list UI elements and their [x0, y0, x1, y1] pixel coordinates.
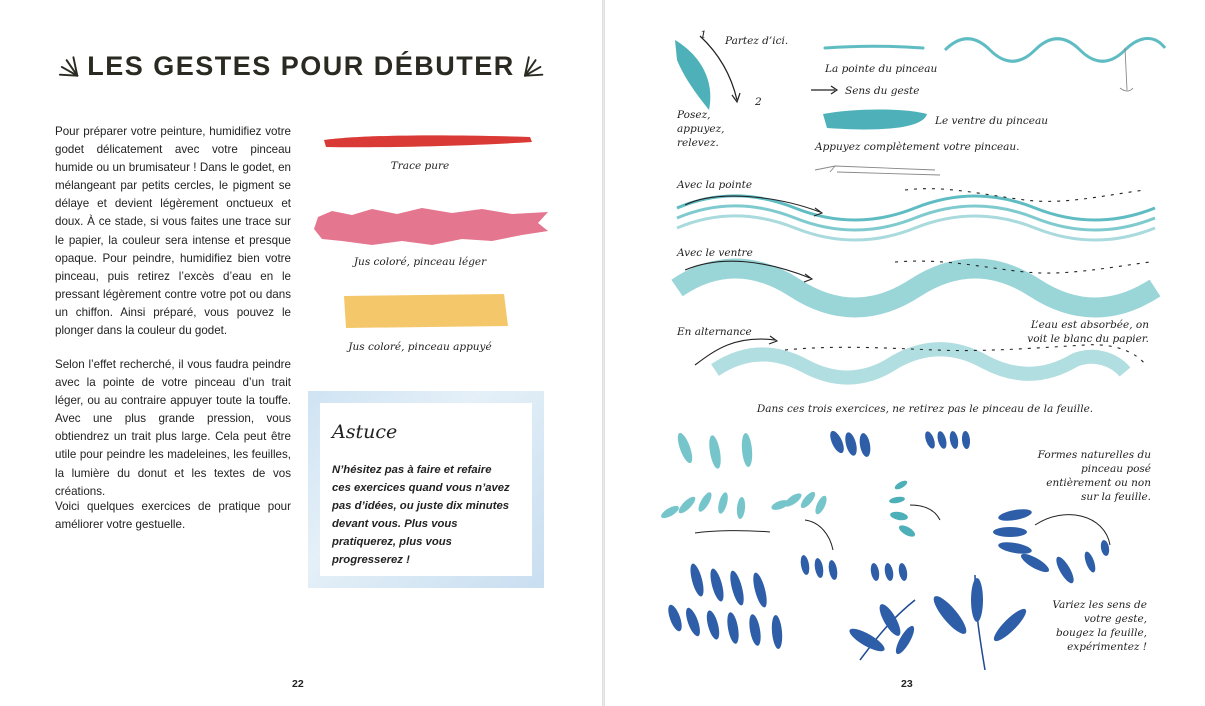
teal-arc: [889, 479, 917, 539]
right-page: [605, 0, 1205, 706]
page-number-left: 22: [292, 678, 304, 690]
blue-fan-right: [993, 507, 1110, 585]
page-title: LES GESTES POUR DÉBUTER: [87, 50, 515, 81]
page-number-right: 23: [901, 678, 913, 690]
swatch-jus-appuye: [340, 292, 510, 330]
label-num-1: 1: [700, 29, 707, 41]
label-partez: Partez d’ici.: [725, 35, 789, 47]
astuce-inner: [320, 403, 532, 576]
label-sens-geste: Sens du geste: [845, 85, 920, 97]
label-num-2: 2: [755, 96, 762, 108]
pointe-wave: [945, 38, 1165, 61]
sun-rays-right-icon: [523, 54, 546, 78]
sun-rays-left-icon: [56, 54, 79, 78]
teal-fan-mid: [770, 490, 829, 516]
label-ventre-pinceau: Le ventre du pinceau: [935, 115, 1049, 127]
ventre-stroke: [823, 110, 927, 130]
label-trois-exercices: Dans ces trois exercices, ne retirez pas le pinceau de la feuille.: [756, 403, 1094, 415]
swatch-caption-trace-pure: Trace pure: [390, 160, 450, 172]
intro-paragraph: Pour préparer votre peinture, humidifiez votre godet délicatement avec votre pinceau humide ou un brumisateur ! Dans le godet, en mélangeant par petits cercles, le pigment se délaye et devient légèrement onctueux et doux. À ce stade, si vous faites une trace sur le papier, la couleur sera intense et presque opaque. Pour peindre, humidifiez bien votre pinceau, puis retirez l’excès d’eau en le pressant légèrement contre votre pot ou dans un chiffon. Ainsi préparé, vous pouvez le plonger dans la couleur du godet.: [55, 125, 291, 338]
astuce-title: Astuce: [332, 421, 398, 443]
brush-icon: [815, 166, 940, 175]
alternance-wave: [715, 349, 1125, 377]
ventre-wave: [677, 269, 1155, 308]
swatch-caption-jus-appuye: Jus coloré, pinceau appuyé: [348, 341, 492, 353]
swatch-jus-leger: [312, 203, 552, 251]
teal-leaves-row: [675, 431, 754, 469]
label-avec-pointe: Avec la pointe: [677, 179, 753, 191]
title-row: [56, 46, 546, 86]
swatch-trace-pure: [320, 130, 535, 152]
blue-branches: [847, 575, 1030, 670]
teal-fan-left: [659, 490, 746, 520]
swatch-caption-jus-leger: Jus coloré, pinceau léger: [353, 256, 487, 268]
label-pointe-pinceau: La pointe du pinceau: [825, 63, 938, 75]
label-en-alternance: En alternance: [677, 326, 752, 338]
pressure-paragraph: Selon l’effet recherché, il vous faudra peindre avec la pointe de votre pinceau d’un trait léger, ou au contraire appuyer toute la touffe. Avec une plus grande pression, vous obtiendrez un trait plus large. Cela peut être utile pour peindre les madeleines, les feuilles, la lumière du donut et les textes de vos créations.: [55, 358, 291, 498]
astuce-text: N’hésitez pas à faire et refaire ces exercices quand vous n’avez pas d’idées, ou juste dix minutes devant vous. Plus vous pratiquerez, plus vous progresserez !: [332, 464, 510, 566]
label-formes-naturelles: Formes naturelles du pinceau posé entièrement ou non sur la feuille.: [1037, 449, 1151, 503]
astuce-box: [308, 391, 544, 588]
pointe-appui-stroke: [675, 40, 710, 110]
label-avec-ventre: Avec le ventre: [677, 247, 753, 259]
blue-leaves-row: [827, 429, 970, 458]
blue-leaves-lower: [666, 554, 909, 649]
pointe-line: [825, 46, 923, 48]
left-page: [0, 0, 602, 706]
label-posez: Posez, appuyez, relevez.: [677, 109, 725, 149]
label-eau-absorbee: L’eau est absorbée, on voit le blanc du papier.: [1027, 319, 1149, 345]
label-appuyez: Appuyez complètement votre pinceau.: [815, 141, 1020, 153]
label-variez: Variez les sens de votre geste, bougez la feuille, expérimentez !: [1052, 599, 1147, 653]
practice-paragraph: Voici quelques exercices de pratique pour améliorer votre gestuelle.: [55, 500, 291, 532]
